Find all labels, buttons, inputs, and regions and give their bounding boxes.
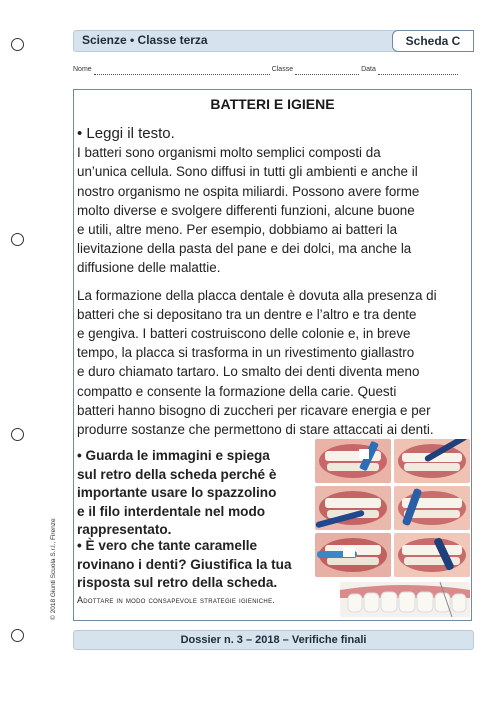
text-line: produrre sostanze che permettono di stare attaccati ai denti.: [77, 422, 434, 438]
task-line: e il filo interdentale nel modo: [77, 503, 266, 519]
copyright-notice: © 2018 Giunti Scuola S.r.l., Firenze: [50, 518, 57, 620]
text-line: e gengiva. I batteri costruiscono delle colonie e, in breve: [77, 326, 411, 342]
name-field[interactable]: [94, 66, 270, 75]
task-1: [77, 447, 302, 540]
task-line: risposta sul retro della scheda.: [77, 575, 278, 590]
text-line: I batteri sono organismi molto semplici composti da: [77, 145, 381, 161]
sheet-label: Scheda C: [392, 30, 474, 52]
task-line: rappresentato.: [77, 522, 172, 537]
task-line: sul retro della scheda perché è: [77, 466, 277, 482]
footer-bar: Dossier n. 3 – 2018 – Verifiche finali: [73, 630, 474, 650]
text-line: e utili, altre meno. Per esempio, dobbiamo ai batteri la: [77, 222, 398, 238]
name-label: Nome: [73, 66, 92, 73]
class-label: Classe: [271, 66, 294, 73]
task-line: • È vero che tante caramelle: [77, 538, 258, 553]
header-bar: [73, 30, 474, 52]
task-line: • Guarda le immagini e spiega: [77, 448, 270, 463]
learning-objective: Adottare in modo consapevole strategie igieniche.: [77, 595, 276, 605]
text-line: molto diverse e svolgere differenti funzioni, alcune buone: [77, 202, 415, 218]
text-line: batteri che si depositano tra un dentre e l’altro e tra dente: [77, 306, 417, 322]
text-line: La formazione della placca dentale è dovuta alla presenza di: [77, 287, 437, 303]
toothbrush-teeth-photo-1: [315, 439, 391, 483]
binder-hole: [11, 629, 24, 642]
text-line: compatto e consente la formazione della carie. Questi: [77, 383, 397, 399]
text-line: lievitazione della pasta del pane e dei dolci, ma anche la: [77, 241, 412, 257]
page-title: BATTERI E IGIENE: [210, 96, 335, 112]
text-line: diffusione delle malattie.: [77, 260, 221, 276]
text-line: batteri hanno bisogno di zuccheri per ricavare energia e per: [77, 402, 431, 418]
toothbrush-teeth-photo-2: [394, 439, 470, 483]
text-line: e duro chiamato tartaro. Lo smalto dei denti diventa meno: [77, 364, 420, 380]
text-line: tempo, la placca si trasforma in un rivestimento giallastro: [77, 345, 415, 361]
text-line: nostro organismo ne ospita miliardi. Possono avere forme: [77, 183, 420, 199]
text-line: un’unica cellula. Sono diffusi in tutti gli ambienti e anche il: [77, 164, 418, 180]
section-heading: • Leggi il testo.: [77, 125, 175, 142]
task-line: rovinano i denti? Giustifica la tua: [77, 556, 292, 572]
toothbrush-teeth-photo-3: [315, 486, 391, 530]
dental-floss-photo: [340, 582, 470, 617]
toothbrush-teeth-photo-4: [394, 486, 470, 530]
toothbrush-teeth-photo-5: [315, 533, 391, 577]
binder-hole: [11, 38, 24, 51]
date-field[interactable]: [378, 66, 458, 75]
subject-label: Scienze • Classe terza: [82, 33, 208, 47]
binder-hole: [11, 428, 24, 441]
task-line: importante usare lo spazzolino: [77, 485, 277, 500]
binder-hole: [11, 233, 24, 246]
toothbrush-teeth-photo-6: [394, 533, 470, 577]
class-field[interactable]: [295, 66, 359, 75]
student-info-row: [73, 66, 472, 75]
task-2: [77, 537, 302, 593]
date-label: Data: [361, 66, 376, 73]
reading-text: [77, 124, 468, 439]
